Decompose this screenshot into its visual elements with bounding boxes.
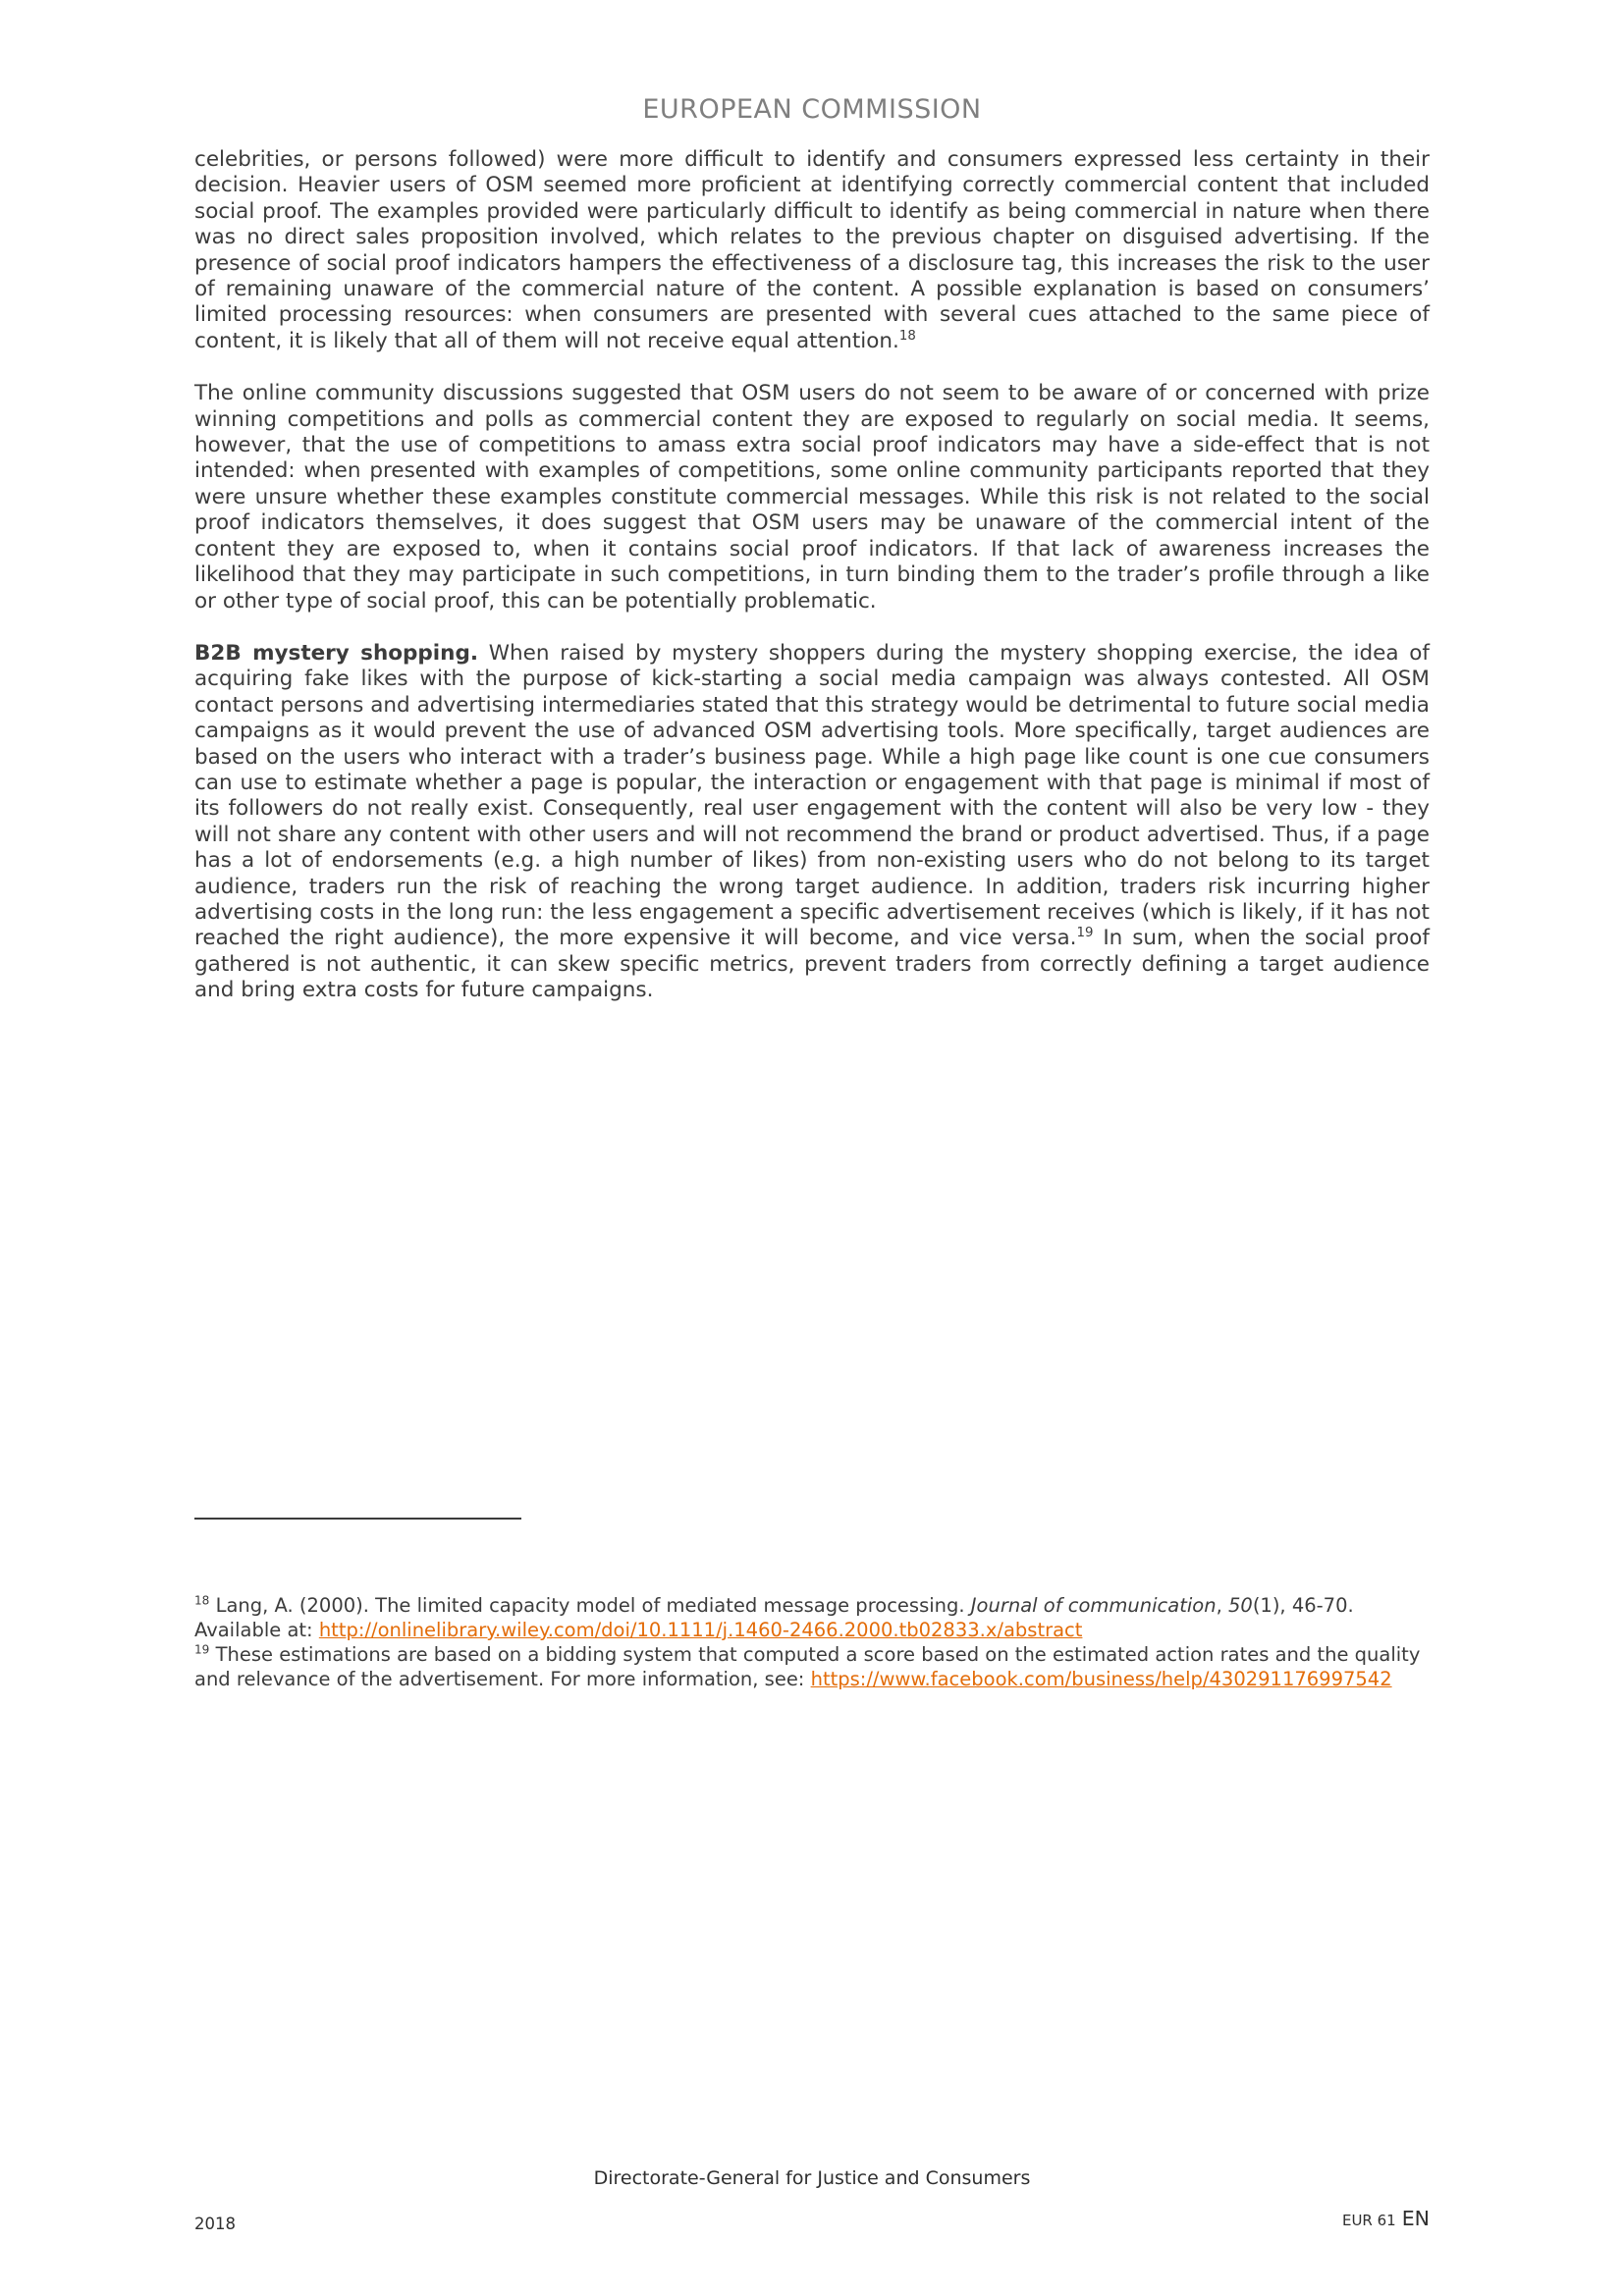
footer-year: 2018	[194, 2215, 236, 2233]
footnote-19-number: 19	[194, 1642, 210, 1657]
footnote-separator	[194, 1518, 521, 1520]
footer-doc-info	[1342, 2207, 1430, 2230]
footnote-18	[194, 1593, 1430, 1642]
page-header-title: EUROPEAN COMMISSION	[642, 94, 982, 125]
footer-directorate: Directorate-General for Justice and Consumers	[593, 2167, 1031, 2189]
footnote-ref-18: 18	[898, 328, 916, 344]
b2b-lead-bold: B2B mystery shopping.	[194, 640, 479, 666]
paragraph-b2b-text-b: In sum, when the social proof gathered is not authentic, it can skew specific metrics, prevent traders from correctly defining a target audience and bring extra costs for future campaigns.	[194, 926, 1430, 1003]
footnotes-section	[194, 1593, 1430, 1691]
footnote-18-text-c: (1), 46-70. Available at:	[194, 1594, 1354, 1641]
paragraph-b2b-mystery-shopping	[194, 641, 1430, 1004]
footnote-18-number: 18	[194, 1593, 210, 1608]
footer-language: EN	[1401, 2207, 1430, 2230]
paragraph-social-proof-text: celebrities, or persons followed) were more difficult to identify and consumers expressed less certainty in their decision. Heavier users of OSM seemed more proficient at identifying correctly commercial content that included social proof. The examples provided were particularly difficult to identify as being commercial in nature when there was no direct sales proposition involved, which relates to the previous chapter on disguised advertising. If the presence of social proof indicators hampers the effectiveness of a disclosure tag, this increases the risk to the user of remaining unaware of the commercial nature of the content. A possible explanation is based on consumers’ limited processing resources: when consumers are presented with several cues attached to the same piece of content, it is likely that all of them will not receive equal attention.	[194, 147, 1430, 353]
footnote-19-link[interactable]: https://www.facebook.com/business/help/430291176997542	[810, 1668, 1392, 1690]
footnote-19	[194, 1642, 1430, 1691]
footer-doc-code: EUR 61	[1341, 2212, 1396, 2229]
footnote-19-text-a: These estimations are based on a bidding system that computed a score based on the estimated action rates and the quality and relevance of the advertisement. For more information, see:	[194, 1643, 1421, 1690]
footnote-18-text-a: Lang, A. (2000). The limited capacity model of mediated message processing.	[209, 1594, 971, 1617]
paragraph-community-discussions	[194, 381, 1430, 614]
paragraph-community-discussions-text: The online community discussions suggested that OSM users do not seem to be aware of or concerned with prize winning competitions and polls as commercial content they are exposed to regularly on social media. It seems, however, that the use of competitions to amass extra social proof indicators may have a side-effect that is not intended: when presented with examples of competitions, some online community participants reported that they were unsure whether these examples constitute commercial messages. While this risk is not related to the social proof indicators themselves, it does suggest that OSM users may be unaware of the commercial intent of the content they are exposed to, when it contains social proof indicators. If that lack of awareness increases the likelihood that they may participate in such competitions, in turn binding them to the trader’s profile through a like or other type of social proof, this can be potentially problematic.	[194, 381, 1430, 614]
footnote-18-journal-title: Journal of communication	[970, 1594, 1217, 1617]
footnote-18-volume: 50	[1227, 1594, 1253, 1617]
footnote-18-link[interactable]: http://onlinelibrary.wiley.com/doi/10.1111/j.1460-2466.2000.tb02833.x/abstract	[318, 1619, 1083, 1641]
body-text	[194, 147, 1430, 1031]
paragraph-social-proof	[194, 147, 1430, 354]
footnote-ref-19: 19	[1076, 926, 1094, 941]
paragraph-b2b-text-a: When raised by mystery shoppers during the mystery shopping exercise, the idea of acquiring fake likes with the purpose of kick-starting a social media campaign was always contested. All OSM contact persons and advertising intermediaries stated that this strategy would be detrimental to future social media campaigns as it would prevent the use of advanced OSM advertising tools. More specifically, target audiences are based on the users who interact with a trader’s business page. While a high page like count is one cue consumers can use to estimate whether a page is popular, the interaction or engagement with that page is minimal if most of its followers do not really exist. Consequently, real user engagement with the content will also be very low - they will not share any content with other users and will not recommend the brand or product advertised. Thus, if a page has a lot of endorsements (e.g. a high number of likes) from non-existing users who do not belong to its target audience, traders run the risk of reaching the wrong target audience. In addition, traders risk incurring higher advertising costs in the long run: the less engagement a specific advertisement receives (which is likely, if it has not reached the right audience), the more expensive it will become, and vice versa.	[194, 640, 1430, 951]
footnote-18-text-b: ,	[1216, 1594, 1228, 1617]
